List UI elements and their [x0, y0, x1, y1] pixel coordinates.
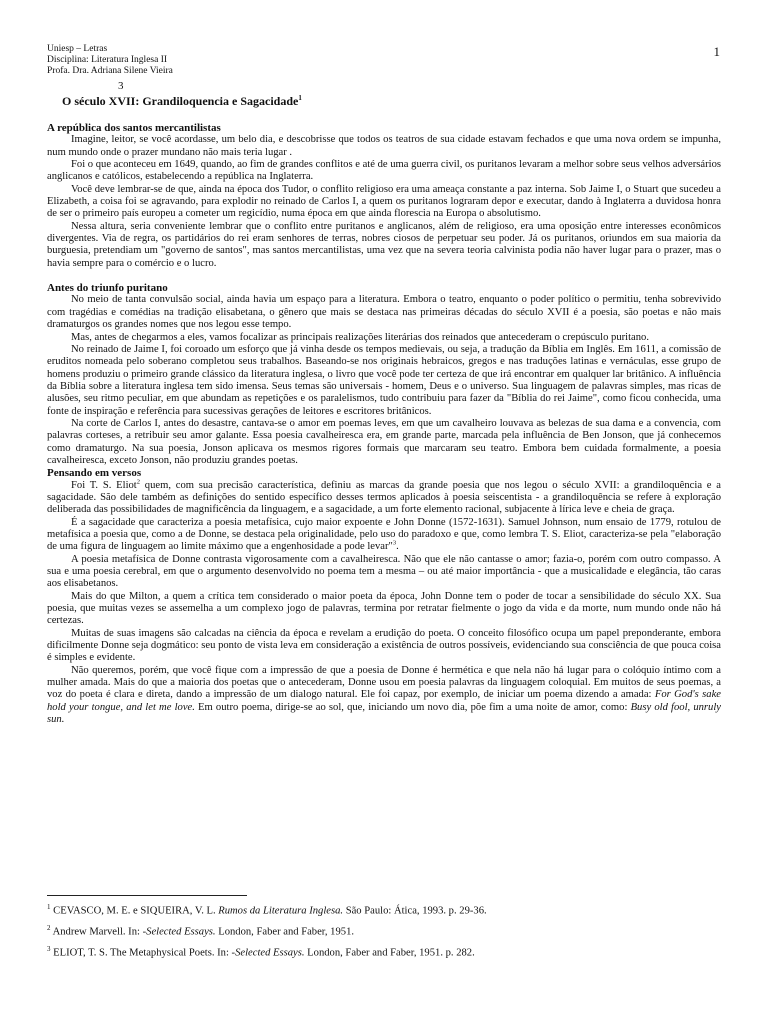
footnote-text: London, Faber and Faber, 1951. [215, 926, 355, 938]
paragraph: Mais do que Milton, a quem a crítica tem considerado o maior poeta da época, John Donne tem o poder de tocar a sensibilidade do século XX. Sua poesia, que muitas vezes se assemelha a um complexo jogo de palavras, termina por retratar fielmente o jogo da vida e da morte, num mundo onde não há certezas. [47, 590, 721, 627]
footnote [47, 899, 721, 920]
footnote-number: 1 [47, 903, 51, 911]
paragraph: Muitas de suas imagens são calcadas na ciência da época e revelam a erudição do poeta. O conceito filosófico ocupa um papel preponderante, embora dificilmente Donne seja dogmático: seu ponto de vista leva em consideração a existência de outros possíveis, evidenciando sua consciência de que pouca coisa é simples e evidente. [47, 627, 721, 664]
title-text: O século XVII: Grandiloquencia e Sagacidade [62, 94, 299, 108]
paragraph: Imagine, leitor, se você acordasse, um belo dia, e descobrisse que todos os teatros de sua cidade estavam fechados e que uma nova ordem se impunha, num mundo onde o prazer mundano não mais teria lugar . [47, 134, 721, 158]
footnotes [47, 899, 721, 962]
paragraph: A poesia metafísica de Donne contrasta vigorosamente com a cavalheiresca. Não que ele não cantasse o amor; fazia-o, porém com outro compasso. A sua e uma poesia cerebral, em que o argumento desenvolvido no poema tem a mesma – ou até maior importância - que a musicalidade e elegância, tão caras aos elisabetanos. [47, 553, 721, 590]
paragraph: Na corte de Carlos I, antes do desastre, cantava-se o amor em poemas leves, em que um cavalheiro louvava as belezas de sua dama e a convencia, com palavras corteses, a retribuir seu amor galante. Essa poesia cavalheiresca era, em grande parte, marcada pela influência de Ben Jonson, que já conhecemos como dramaturgo. Na sua poesia, Jonson aplicava os mesmos rigores formais que marcaram seu teatro. Embora bem cuidada formalmente, a poesia cavalheiresca, exceto Jonson, não produziu grandes poetas. [47, 417, 721, 466]
text-run: Foi T. S. Eliot [71, 479, 137, 491]
paragraph: Nessa altura, seria conveniente lembrar que o conflito entre puritanos e anglicanos, além de religioso, era uma oposição entre interesses econômicos divergentes. Via de regra, os partidários do rei eram senhores de terras, nobres ciosos de perpetuar seu poder. Já os puritanos, oriundos em sua maioria da burguesia, pretendiam um "governo de santos", mas santos mercantilistas, uma vez que na severa teoria calvinista podia não haver lugar para o prazer, mas o havia sempre para o comércio e o lucro. [47, 220, 721, 269]
text-run: Não queremos, porém, que você fique com a impressão de que a poesia de Donne é hermética e que nela não há lugar para o colóquio íntimo com a mulher amada. Mais do que a maioria dos poetas que o antecederam, Donne usou em poesia palavras da linguagem coloquial. Em muitos de seus poemas, a voz do poeta é clara e direta, dando a impressão de um dialogo natural. Ele foi capaz, por exemplo, de iniciar um poema dizendo a amada: [47, 664, 721, 701]
footnote-mark: 3 [392, 539, 397, 547]
footnote-text: London, Faber and Faber, 1951. p. 282. [304, 947, 475, 959]
footnote-title: Rumos da Literatura Inglesa. [218, 905, 344, 917]
section-heading-pensando: Pensando em versos [47, 467, 142, 480]
header-discipline: Disciplina: Literatura Inglesa II [47, 55, 168, 65]
paragraph: Foi o que aconteceu em 1649, quando, ao fim de grandes conflitos e até de uma guerra civil, os puritanos levaram a melhor sobre seus velhos adversários anglicanos e católicos, estabelecendo a república na Inglaterra. [47, 159, 721, 183]
section-heading-antes: Antes do triunfo puritano [47, 282, 168, 295]
footnote-divider [47, 895, 247, 896]
paragraph [47, 517, 721, 554]
header-institution: Uniesp – Letras [47, 44, 108, 54]
footnote-text: ELIOT, T. S. The Metaphysical Poets. In: - [53, 947, 236, 959]
footnote-title: Selected Essays. [235, 947, 305, 959]
footnote [47, 941, 721, 962]
title-footnote-mark: 1 [298, 94, 302, 102]
text-run: . [396, 541, 399, 553]
text-run: Em outro poema, dirige-se ao sol, que, iniciando um novo dia, põe fim a uma noite de amor, como: [194, 701, 631, 713]
header-professor: Profa. Dra. Adriana Silene Vieira [47, 66, 173, 76]
paragraph [47, 480, 721, 517]
poem-quote: For God's sake hold your tongue, and let me love. [47, 689, 721, 713]
document-body [47, 122, 721, 727]
footnote-number: 3 [47, 945, 51, 954]
footnote-text: São Paulo: Ática, 1993. p. 29-36. [343, 905, 487, 917]
course-header [47, 44, 173, 77]
paragraph: No meio de tanta convulsão social, ainda havia um espaço para a literatura. Embora o teatro, enquanto o poder político o permitiu, tenha sobrevivido com tragédias e comédias na tradição elisabetana, o gênero que mais se destaca nas primeiras décadas do século XVII é a poesia, são poetas e não mais dramaturgos os grandes nomes que nos legou esse tempo. [47, 294, 721, 331]
paragraph: No reinado de Jaime I, foi coroado um esforço que já vinha desde os tempos medievais, ou seja, a tradução da Bíblia em Inglês. Em 1611, a comissão de eruditos nomeada pelo soberano completou seus trabalhos. Baseando-se nos originais hebraicos, gregos e nas traduções latinas e vernáculas, esse grupo de homens produziu o primeiro grande clássico da literatura inglesa, o livro que você pode ter certeza de que irá encontrar em qualquer lar britânico. A influência da Bíblia sobre a literatura inglesa tem sido imensa. Seus temas são universais - homem, Deus e o universo. Sua linguagem de palavras simples, mas ricas de alusões, seu ritmo peculiar, em que abundam as repetições e os paralelismos, tudo contribuiu para fazer da "Bíblia do rei Jaime", como ficou conhecida, uma fonte de inspiração e referência para sucessivas gerações de leitores e escritores britânicos. [47, 343, 721, 417]
footnote-title: Selected Essays. [146, 926, 216, 938]
footnote-number: 2 [47, 924, 51, 933]
footnote-mark: 2 [136, 478, 140, 486]
footnote [47, 920, 721, 941]
section-number: 3 [118, 80, 124, 92]
page-number: 1 [713, 44, 720, 59]
section-heading-republica: A república dos santos mercantilistas [47, 122, 221, 134]
footnote-text: CEVASCO, M. E. e SIQUEIRA, V. L. [53, 905, 219, 917]
document-title [62, 94, 302, 109]
paragraph: Você deve lembrar-se de que, ainda na época dos Tudor, o conflito religioso era uma ameaça constante a paz interna. Sob Jaime I, o Stuart que sucedeu a Elizabeth, a coisa foi se agravando, para explodir no reinado de Carlos I, a quem os puritanos lograram depor e executar, dando à Inglaterra a duvidosa honra de ser o primeiro país europeu a cometer um regicídio, numa época em que ainda florescia na Europa o absolutismo. [47, 183, 721, 220]
paragraph [47, 665, 721, 727]
paragraph: Mas, antes de chegarmos a eles, vamos focalizar as principais realizações literárias dos reinados que antecederam o crepúsculo puritano. [71, 331, 650, 343]
text-run: É a sagacidade que caracteriza a poesia metafísica, cujo maior expoente e John Donne (1572-1631). Samuel Johnson, num ensaio de 1779, rotulou de metafísica a poesia que, como a de Donne, se destaca pela originalidade, pelo uso do paradoxo e que, como lembra T. S. Eliot, caracteriza-se pela "elaboração de uma figura de linguagem ao limite máximo que a engenhosidade a pode levar" [47, 516, 721, 553]
poem-quote: Busy old fool, unruly sun. [47, 701, 722, 726]
footnote-text: Andrew Marvell. In: - [52, 926, 147, 938]
text-run: quem, com sua precisão característica, definiu as marcas da grande poesia que nos legou o século XVII: a grandiloquência e a sagacidade. São dele também as definições do sentido específico desses termos aplicados à poesia seiscentista - a grandiloquência se refere à exploração deliberada das possibilidades de magnificência da linguagem, e a sagacidade, a um forte elemento racional, subjacente à lírica leve e cheia de graça. [47, 479, 721, 516]
